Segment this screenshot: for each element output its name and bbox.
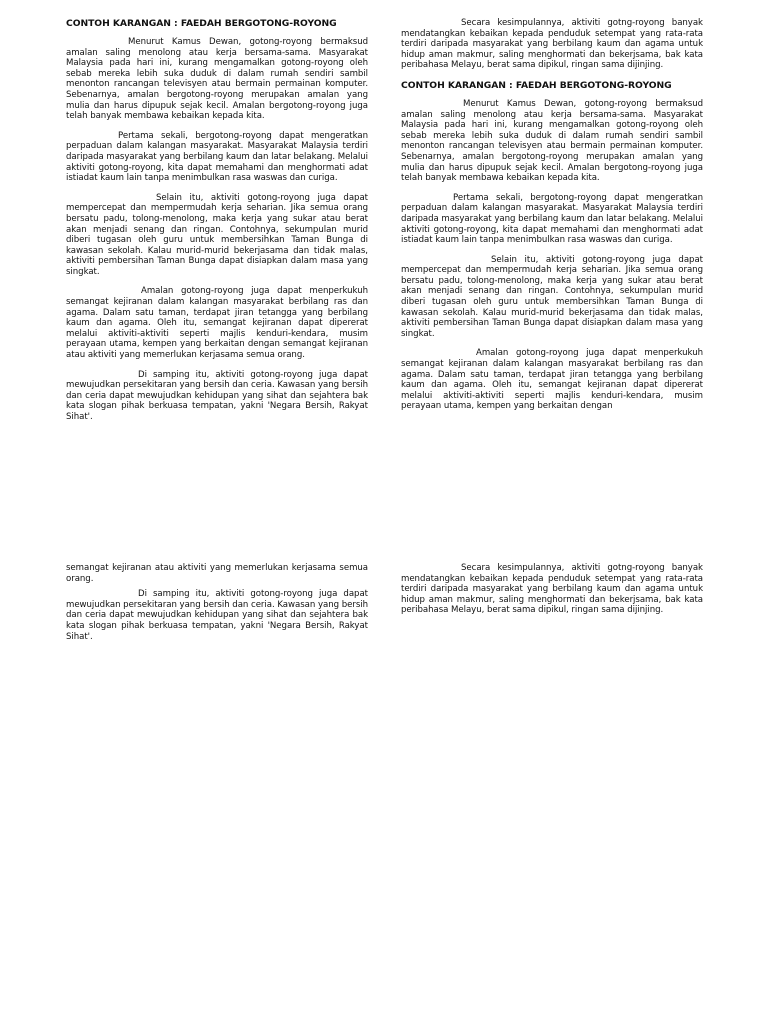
essay-page-1-right bbox=[401, 18, 703, 421]
paragraph-conclusion: Secara kesimpulannya, aktiviti gotng-royong banyak mendatangkan kebaikan kepada penduduk setempat yang rata-rata terdiri daripada masyarakat yang berbilang kaum dan agama untuk hidup aman makmur, saling menghormati dan bekerjsama, bak kata peribahasa Melayu, berat sama dipikul, ringan sama dijinjing. bbox=[401, 18, 703, 71]
paragraph-fourth-benefit-repeat: Di samping itu, aktiviti gotong-royong juga dapat mewujudkan persekitaran yang bersih dan ceria. Kawasan yang bersih dan ceria dapat mewujudkan kehidupan yang sihat dan sejahtera bak kata slogan pihak berkuasa tempatan, yakni 'Negara Bersih, Rakyat Sihat'. bbox=[66, 589, 368, 642]
essay-page-2-left bbox=[66, 563, 368, 651]
paragraph-intro: Menurut Kamus Dewan, gotong-royong bermaksud amalan saling menolong atau kerja bersama-sama. Masyarakat Malaysia pada hari ini, kurang mengamalkan gotong-royong oleh sebab mereka lebih suka duduk di dalam rumah sendiri sambil menonton rancangan televisyen atau bermain permainan komputer. Sebenarnya, amalan bergotong-royong merupakan amalan yang mulia dan harus dipupuk sejak kecil. Amalan bergotong-royong juga telah banyak membawa kebaikan kepada kita. bbox=[66, 37, 368, 122]
paragraph-conclusion-repeat: Secara kesimpulannya, aktiviti gotng-royong banyak mendatangkan kebaikan kepada penduduk setempat yang rata-rata terdiri daripada masyarakat yang berbilang kaum dan agama untuk hidup aman makmur, saling menghormati dan bekerjsama, bak kata peribahasa Melayu, berat sama dipikul, ringan sama dijinjing. bbox=[401, 563, 703, 616]
paragraph-second-benefit-repeat: Selain itu, aktiviti gotong-royong juga dapat mempercepat dan mempermudah kerja seharian. Jika semua orang bersatu padu, tolong-menolong, maka kerja yang sukar atau berat akan menjadi senang dan ringan. Contohnya, sekumpulan murid diberi tugasan oleh guru untuk membersihkan Taman Bunga di kawasan sekolah. Kalau murid-murid bekerjasama dan tidak malas, aktiviti pembersihan Taman Bunga dapat disiapkan dalam masa yang singkat. bbox=[401, 254, 703, 339]
essay-page-1-left bbox=[66, 18, 368, 432]
paragraph-first-benefit: Pertama sekali, bergotong-royong dapat mengeratkan perpaduan dalam kalangan masyarakat. Masyarakat Malaysia terdiri daripada masyarakat yang berbilang kaum dan latar belakang. Melalui aktiviti gotong-royong, kita dapat memahami dan menghormati adat istiadat kaum lain tanpa menimbulkan rasa waswas dan curiga. bbox=[66, 130, 368, 184]
paragraph-third-benefit: Amalan gotong-royong juga dapat menperkukuh semangat kejiranan dalam kalangan masyarakat berbilang ras dan agama. Dalam satu taman, terdapat jiran tetangga yang berbilang kaum dan agama. Oleh itu, semangat kejiranan dapat dipererat melalui aktiviti-aktiviti seperti majlis kenduri-kendara, musim perayaan utama, kempen yang berkaitan dengan semangat kejiranan atau aktiviti yang memerlukan kerjasama semua orang. bbox=[66, 286, 368, 361]
essay-page-2-right bbox=[401, 563, 703, 625]
paragraph-third-benefit-tail: semangat kejiranan atau aktiviti yang memerlukan kerjasama semua orang. bbox=[66, 563, 368, 584]
paragraph-intro-repeat: Menurut Kamus Dewan, gotong-royong bermaksud amalan saling menolong atau kerja bersama-sama. Masyarakat Malaysia pada hari ini, kurang mengamalkan gotong-royong oleh sebab mereka lebih suka duduk di dalam rumah sendiri sambil menonton rancangan televisyen atau bermain permainan komputer. Sebenarnya, amalan bergotong-royong merupakan amalan yang mulia dan harus dipupuk sejak kecil. Amalan bergotong-royong juga telah banyak membawa kebaikan kepada kita. bbox=[401, 98, 703, 184]
paragraph-first-benefit-repeat: Pertama sekali, bergotong-royong dapat mengeratkan perpaduan dalam kalangan masyarakat. Masyarakat Malaysia terdiri daripada masyarakat yang berbilang kaum dan latar belakang. Melalui aktiviti gotong-royong, kita dapat memahami dan menghormati adat istiadat kaum lain tanpa menimbulkan rasa waswas dan curiga. bbox=[401, 192, 703, 246]
essay-title: CONTOH KARANGAN : FAEDAH BERGOTONG-ROYONG bbox=[66, 18, 337, 29]
paragraph-fourth-benefit: Di samping itu, aktiviti gotong-royong juga dapat mewujudkan persekitaran yang bersih dan ceria. Kawasan yang bersih dan ceria dapat mewujudkan kehidupan yang sihat dan sejahtera bak kata slogan pihak berkuasa tempatan, yakni 'Negara Bersih, Rakyat Sihat'. bbox=[66, 369, 368, 422]
essay-title-repeat: CONTOH KARANGAN : FAEDAH BERGOTONG-ROYONG bbox=[401, 79, 672, 91]
paragraph-third-benefit-cut: Amalan gotong-royong juga dapat menperkukuh semangat kejiranan dalam kalangan masyarakat berbilang ras dan agama. Dalam satu taman, terdapat jiran tetangga yang berbilang kaum dan agama. Oleh itu, semangat kejiranan dapat dipererat melalui aktiviti-aktiviti seperti majlis kenduri-kendara, musim perayaan utama, kempen yang berkaitan dengan bbox=[401, 348, 703, 412]
paragraph-second-benefit: Selain itu, aktiviti gotong-royong juga dapat mempercepat dan mempermudah kerja seharian. Jika semua orang bersatu padu, tolong-menolong, maka kerja yang sukar atau berat akan menjadi senang dan ringan. Contohnya, sekumpulan murid diberi tugasan oleh guru untuk membersihkan Taman Bunga di kawasan sekolah. Kalau murid-murid bekerjasama dan tidak malas, aktiviti pembersihan Taman Bunga dapat disiapkan dalam masa yang singkat. bbox=[66, 192, 368, 277]
